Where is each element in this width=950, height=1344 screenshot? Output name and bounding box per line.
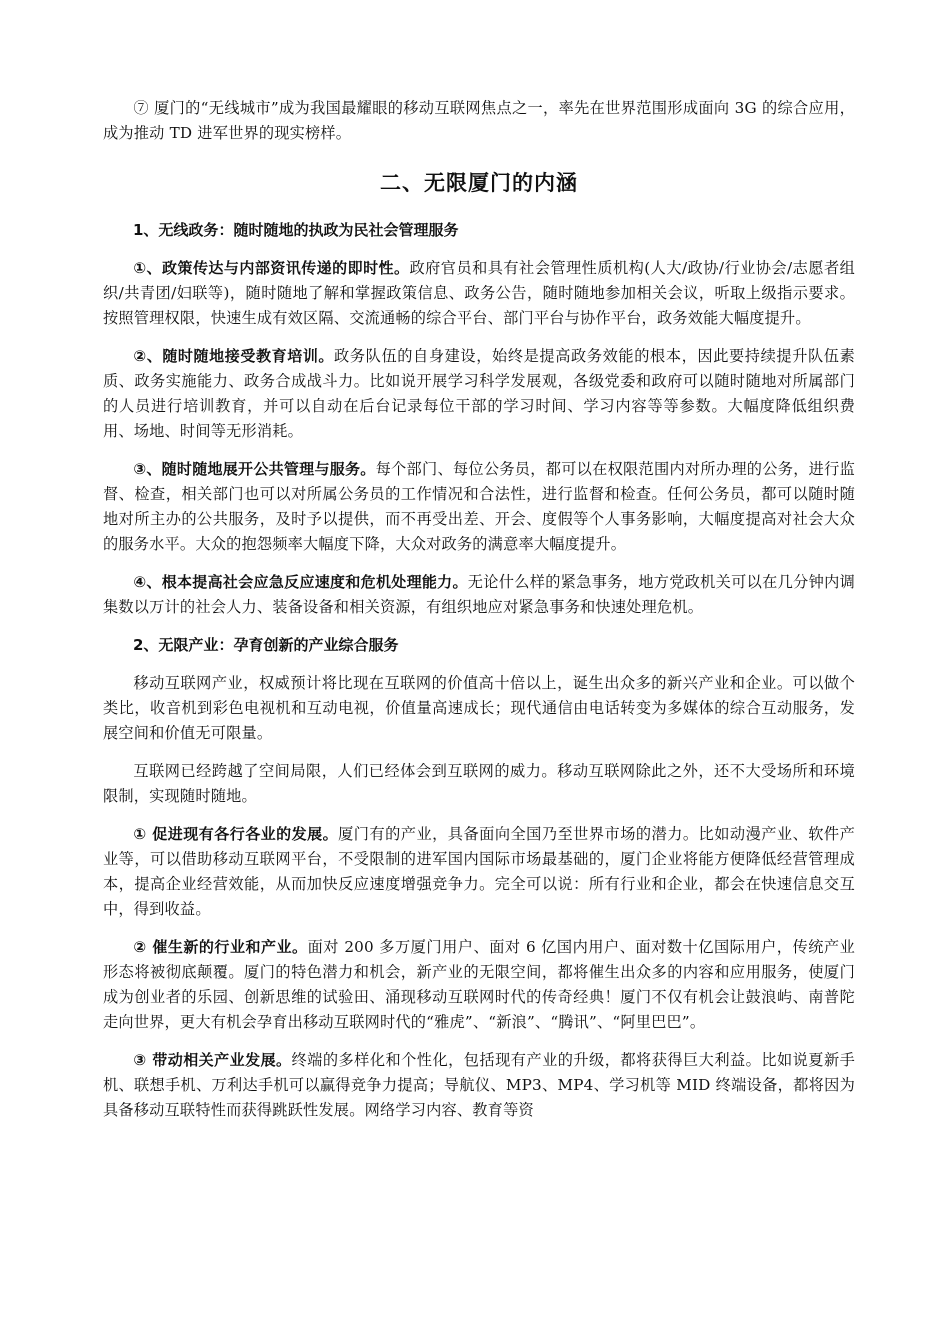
section1-item-1-lead: ①、政策传达与内部资讯传递的即时性。 <box>133 259 410 277</box>
section1-item-4-text: 无论什么样的紧急事务，地方党政机关可以在几分钟内调集数以万计的社会人力、装备设备和相关资源，有组织地应对紧急事务和快速处理危机。 <box>103 573 855 616</box>
section2-item-1-text: 厦门有的产业，具备面向全国乃至世界市场的潜力。比如动漫产业、软件产业等，可以借助移动互联网平台，不受限制的进军国内国际市场最基础的，厦门企业将能方便降低经营管理成本，提高企业经营效能，从而加快反应速度增强竞争力。完全可以说：所有行业和企业，都会在快速信息交互中，得到收益。 <box>103 825 855 918</box>
section1-heading: 1、无线政务：随时随地的执政为民社会管理服务 <box>133 221 459 239</box>
section2-item-2-lead: ② 催生新的行业和产业。 <box>133 938 308 956</box>
section1-item-3-lead: ③、随时随地展开公共管理与服务。 <box>133 460 376 478</box>
section1-item-1 <box>103 256 855 331</box>
section2-paragraph-1-text: 移动互联网产业，权威预计将比现在互联网的价值高十倍以上，诞生出众多的新兴产业和企业。可以做个类比，收音机到彩色电视机和互动电视，价值量高速成长；现代通信由电话转变为多媒体的综合互动服务，发展空间和价值无可限量。 <box>103 674 855 742</box>
section1-item-1-text: 政府官员和具有社会管理性质机构(人大/政协/行业协会/志愿者组织/共青团/妇联等)，随时随地了解和掌握政策信息、政务公告，随时随地参加相关会议，听取上级指示要求。按照管理权限，快速生成有效区隔、交流通畅的综合平台、部门平台与协作平台，政务效能大幅度提升。 <box>103 259 855 327</box>
section1-item-3-text: 每个部门、每位公务员，都可以在权限范围内对所办理的公务，进行监督、检查，相关部门也可以对所属公务员的工作情况和合法性，进行监督和检查。任何公务员，都可以随时随地对所主办的公共服务，及时予以提供，而不再受出差、开会、度假等个人事务影响，大幅度提高对社会大众的服务水平。大众的抱怨频率大幅度下降，大众对政务的满意率大幅度提升。 <box>103 460 855 553</box>
section1-item-3 <box>103 457 855 557</box>
section2-paragraph-1 <box>103 671 855 746</box>
section2-item-3 <box>103 1048 855 1123</box>
section2-item-2 <box>103 935 855 1035</box>
section2-heading: 2、无限产业：孕育创新的产业综合服务 <box>133 636 399 654</box>
section1-item-2 <box>103 344 855 444</box>
document-page <box>103 96 855 1136</box>
section2-paragraph-2-text: 互联网已经跨越了空间局限，人们已经体会到互联网的威力。移动互联网除此之外，还不大受场所和环境限制，实现随时随地。 <box>103 762 855 805</box>
section1-item-4-lead: ④、根本提高社会应急反应速度和危机处理能力。 <box>133 573 468 591</box>
section2-item-1-lead: ① 促进现有各行各业的发展。 <box>133 825 339 843</box>
section2-item-2-text: 面对 200 多万厦门用户、面对 6 亿国内用户、面对数十亿国际用户，传统产业形态将被彻底颠覆。厦门的特色潜力和机会，新产业的无限空间，都将催生出众多的内容和应用服务，使厦门成为创业者的乐园、创新思维的试验田、涌现移动互联网时代的传奇经典！厦门不仅有机会让鼓浪屿、南普陀走向世界，更大有机会孕育出移动互联网时代的“雅虎”、“新浪”、“腾讯”、“阿里巴巴”。 <box>103 938 856 1031</box>
section2-item-1 <box>103 822 855 922</box>
section-title: 二、无限厦门的内涵 <box>380 171 578 195</box>
section2-item-3-lead: ③ 带动相关产业发展。 <box>133 1051 292 1069</box>
intro-paragraph <box>103 96 855 146</box>
section1-item-2-lead: ②、随时随地接受教育培训。 <box>133 347 335 365</box>
section2-paragraph-2 <box>103 759 855 809</box>
section2-item-3-text: 终端的多样化和个性化，包括现有产业的升级，都将获得巨大利益。比如说夏新手机、联想手机、万利达手机可以赢得竞争力提高；导航仪、MP3、MP4、学习机等 MID 终端设备，都将因为具备移动互联特性而获得跳跃性发展。网络学习内容、教育等资 <box>103 1051 856 1119</box>
intro-paragraph-text: ⑦ 厦门的“无线城市”成为我国最耀眼的移动互联网焦点之一，率先在世界范围形成面向 3G 的综合应用，成为推动 TD 进军世界的现实榜样。 <box>103 99 855 142</box>
section1-item-2-text: 政务队伍的自身建设，始终是提高政务效能的根本，因此要持续提升队伍素质、政务实施能力、政务合成战斗力。比如说开展学习科学发展观，各级党委和政府可以随时随地对所属部门的人员进行培训教育，并可以自动在后台记录每位干部的学习时间、学习内容等等参数。大幅度降低组织费用、场地、时间等无形消耗。 <box>103 347 855 440</box>
section1-item-4 <box>103 570 855 620</box>
